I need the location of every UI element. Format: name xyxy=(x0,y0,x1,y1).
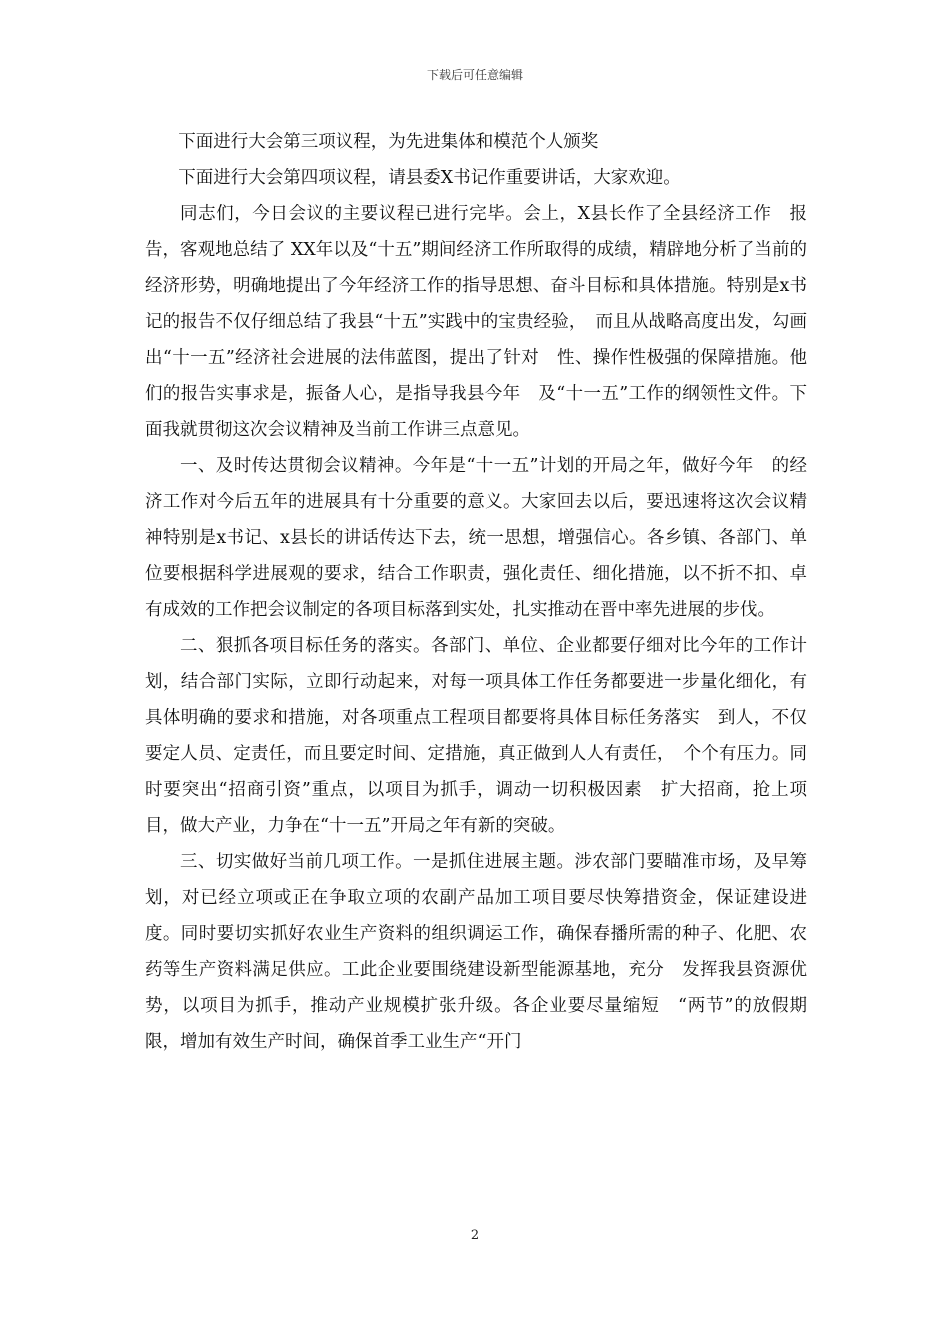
page-header: 下载后可任意编辑 xyxy=(426,68,523,82)
paragraph-agenda-three: 下面进行大会第三项议程，为先进集体和模范个人颁奖 xyxy=(178,132,599,152)
paragraph-summary: 同志们，今日会议的主要议程已进行完毕。会上，X县长作了全县经济工作 报告，客观地总结了 XX年以及“十五”期间经济工作所取得的成绩，精辟地分析了当前的经济形势，明确地提出了今年经济工作的指导思想、奋斗目标和具体措施。特别是x书记的报告不仅仔细总结了我县“十五”实践中的宝贵经验， 而且从战略高度出发，勾画出“十一五”经济社会进展的法伟蓝图，提出了针对 性、操作性极强的保障措施。他们的报告实事求是，振备人心，是指导我县今年 及“十一五”工作的纲领性文件。下面我就贯彻这次会议精神及当前工作讲三点意见。 xyxy=(145,204,807,440)
paragraph-agenda-four: 下面进行大会第四项议程，请县委X书记作重要讲话，大家欢迎。 xyxy=(178,168,681,188)
page-number: 2 xyxy=(470,1228,480,1243)
document-body xyxy=(145,124,807,1060)
paragraph-point-two: 二、狠抓各项目标任务的落实。各部门、单位、企业都要仔细对比今年的工作计划，结合部门实际，立即行动起来，对每一项具体工作任务都要进一步量化细化，有具体明确的要求和措施，对各项重点工程项目都要将具体目标任务落实 到人，不仅要定人员、定责任，而且要定时间、定措施，真正做到人人有责任， 个个有压力。同时要突出“招商引资”重点，以项目为抓手，调动一切积极因素 扩大招商，抢上项目，做大产业，力争在“十一五”开局之年有新的突破。 xyxy=(145,636,807,836)
paragraph-point-three: 三、切实做好当前几项工作。一是抓住进展主题。涉农部门要瞄准市场，及早筹划，对已经立项或正在争取立项的农副产品加工项目要尽快筹措资金，保证建设进度。同时要切实抓好农业生产资料的组织调运工作，确保春播所需的种子、化肥、农药等生产资料满足供应。工此企业要围绕建设新型能源基地，充分 发挥我县资源优势，以项目为抓手，推动产业规模扩张升级。各企业要尽量缩短 “两节”的放假期限，增加有效生产时间，确保首季工业生产“开门 xyxy=(145,852,807,1052)
paragraph-point-one: 一、及时传达贯彻会议精神。今年是“十一五”计划的开局之年，做好今年 的经济工作对今后五年的进展具有十分重要的意义。大家回去以后，要迅速将这次会议精神特别是x书记、x县长的讲话传达下去，统一思想，增强信心。各乡镇、各部门、单位要根据科学进展观的要求，结合工作职责，强化责任、细化措施，以不折不扣、卓有成效的工作把会议制定的各项目标落到实处，扎实推动在晋中率先进展的步伐。 xyxy=(145,456,807,620)
